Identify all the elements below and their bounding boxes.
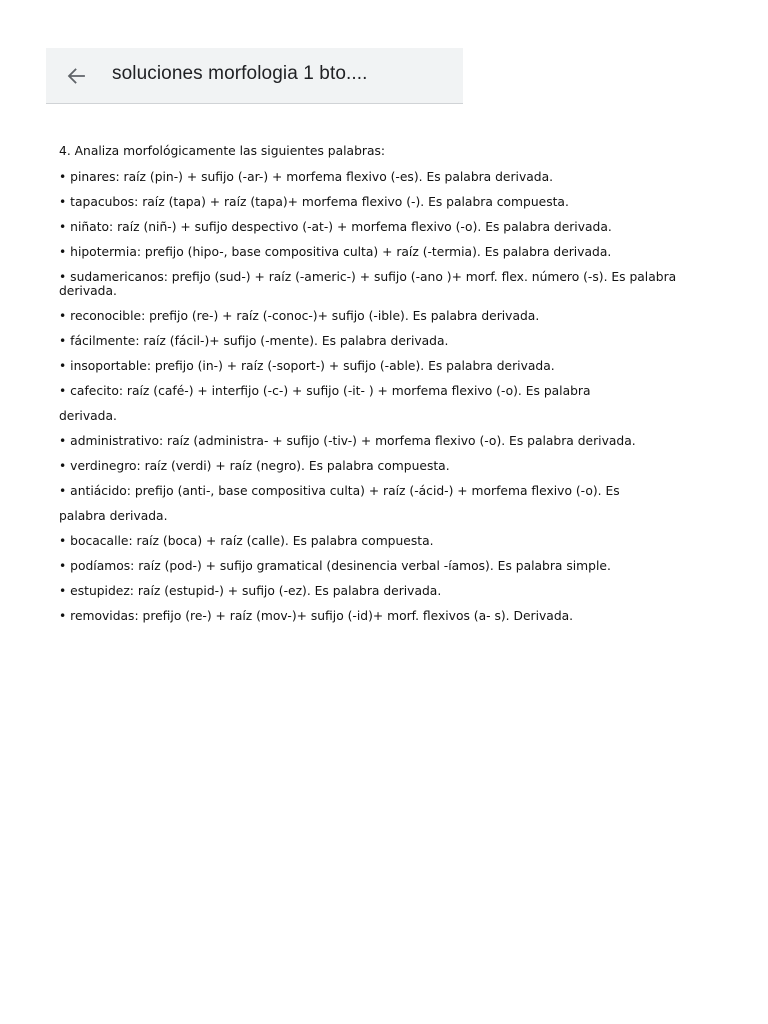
list-item: • fácilmente: raíz (fácil-)+ sufijo (-mente). Es palabra derivada. (59, 334, 449, 348)
document-title: soluciones morfologia 1 bto.... (112, 63, 368, 84)
list-item: • antiácido: prefijo (anti-, base compositiva culta) + raíz (-ácid-) + morfema flexivo (-o). Es (59, 484, 620, 498)
list-item: • niñato: raíz (niñ-) + sufijo despectivo (-at-) + morfema flexivo (-o). Es palabra derivada. (59, 220, 612, 234)
list-item: • pinares: raíz (pin-) + sufijo (-ar-) + morfema flexivo (-es). Es palabra derivada. (59, 170, 554, 184)
arrow-back-icon (66, 66, 86, 86)
list-item: • tapacubos: raíz (tapa) + raíz (tapa)+ morfema flexivo (-). Es palabra compuesta. (59, 195, 569, 209)
list-item: • reconocible: prefijo (re-) + raíz (-conoc-)+ sufijo (-ible). Es palabra derivada. (59, 309, 540, 323)
list-item: • estupidez: raíz (estupid-) + sufijo (-ez). Es palabra derivada. (59, 584, 442, 598)
list-item: • cafecito: raíz (café-) + interfijo (-c-) + sufijo (-it- ) + morfema flexivo (-o). Es palabra (59, 384, 591, 398)
list-item: • removidas: prefijo (re-) + raíz (mov-)+ sufijo (-id)+ morf. flexivos (a- s). Derivada. (59, 609, 574, 623)
list-item-continuation: palabra derivada. (59, 509, 168, 523)
list-item-continuation: derivada. (59, 409, 117, 423)
list-item: • bocacalle: raíz (boca) + raíz (calle). Es palabra compuesta. (59, 534, 434, 548)
list-item: • podíamos: raíz (pod-) + sufijo gramatical (desinencia verbal -íamos). Es palabra simple. (59, 559, 611, 573)
list-item: • insoportable: prefijo (in-) + raíz (-soport-) + sufijo (-able). Es palabra derivada. (59, 359, 555, 373)
document-toolbar (46, 48, 463, 104)
list-item: • verdinegro: raíz (verdi) + raíz (negro). Es palabra compuesta. (59, 459, 450, 473)
heading: 4. Analiza morfológicamente las siguientes palabras: (59, 144, 386, 158)
list-item: • sudamericanos: prefijo (sud-) + raíz (-americ-) + sufijo (-ano )+ morf. flex. número (-s). Es palabra derivada. (59, 270, 677, 298)
back-button[interactable] (60, 60, 92, 92)
list-item: • hipotermia: prefijo (hipo-, base compositiva culta) + raíz (-termia). Es palabra derivada. (59, 245, 612, 259)
list-item: • administrativo: raíz (administra- + sufijo (-tiv-) + morfema flexivo (-o). Es palabra derivada. (59, 434, 636, 448)
